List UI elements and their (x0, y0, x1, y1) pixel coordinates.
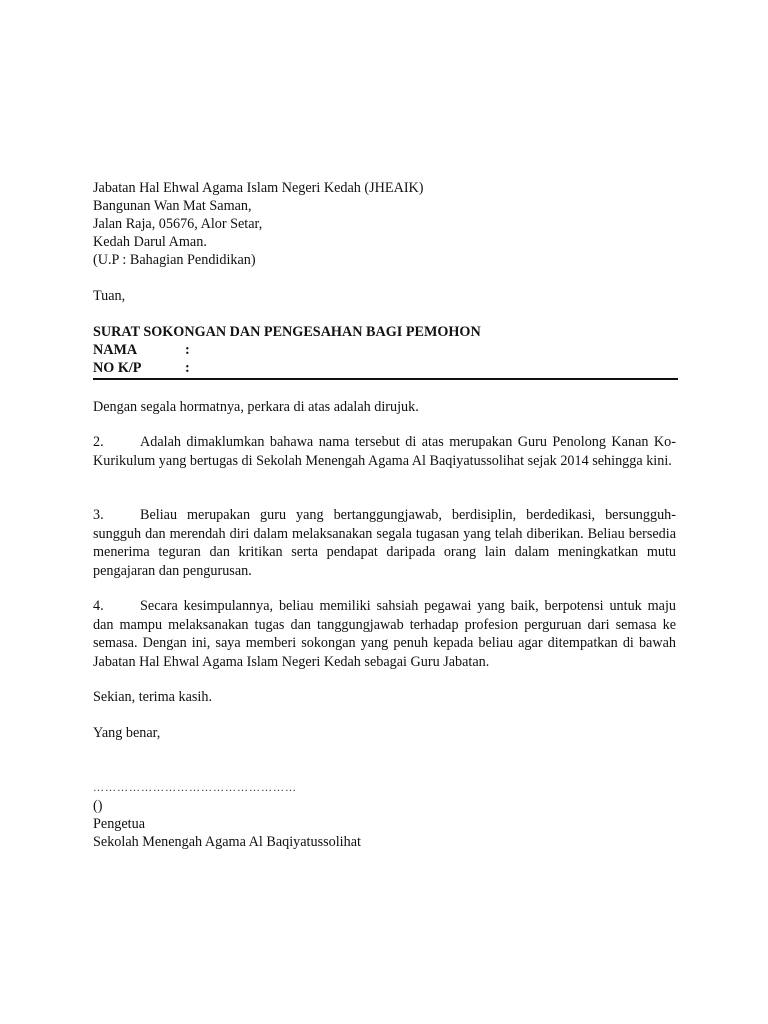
name-label: NAMA (93, 342, 138, 358)
subject-ic-row (93, 359, 190, 377)
paragraph-2-text: Adalah dimaklumkan bahawa nama tersebut di atas merupakan Guru Penolong Kanan Ko-Kurikulum yang bertugas di Sekolah Menengah Agama Al Baqiyatussolihat sejak 2014 sehingga kini. (93, 434, 676, 469)
address-attention-line: (U.P : Bahagian Pendidikan) (93, 252, 256, 268)
subject-title: SURAT SOKONGAN DAN PENGESAHAN BAGI PEMOHON (93, 324, 481, 340)
signatory-name: () (93, 798, 103, 814)
paragraph-4-number: 4. (93, 598, 104, 614)
signatory-position: Pengetua (93, 816, 146, 832)
paragraph-3-number: 3. (93, 507, 104, 523)
paragraph-4-text: Secara kesimpulannya, beliau memiliki sahsiah pegawai yang baik, berpotensi untuk maju dan mampu melaksanakan tugas dan tanggungjawab terhadap profesion perguruan dari semasa ke semasa. Dengan ini, saya memberi sokongan yang penuh kepada beliau agar ditempatkan di bawah Jabatan Hal Ehwal Agama Islam Negeri Kedah sebagai Guru Jabatan. (93, 598, 676, 670)
name-colon: : (185, 342, 190, 358)
paragraph-3 (93, 506, 676, 580)
complimentary-close: Yang benar, (93, 725, 161, 741)
subject-name-row (93, 341, 190, 359)
address-line-1: Jabatan Hal Ehwal Agama Islam Negeri Kedah (JHEAIK) (93, 180, 424, 196)
paragraph-4 (93, 597, 676, 671)
address-line-3: Jalan Raja, 05676, Alor Setar, (93, 216, 263, 232)
subject-divider (93, 378, 678, 380)
paragraph-2 (93, 433, 676, 470)
closing-line: Sekian, terima kasih. (93, 689, 212, 705)
paragraph-3-text: Beliau merupakan guru yang bertanggungjawab, berdisiplin, berdedikasi, bersungguh-sungguh dan merendah diri dalam melaksanakan segala tugasan yang telah diberikan. Beliau bersedia menerima teguran dan kritikan serta pendapat daripada orang lain dalam meningkatkan mutu pengajaran dan pengurusan. (93, 507, 676, 579)
paragraph-2-number: 2. (93, 434, 104, 450)
signature-dotted-line: …………………………………………… (93, 782, 297, 794)
ic-colon: : (185, 360, 190, 376)
address-line-2: Bangunan Wan Mat Saman, (93, 198, 252, 214)
address-line-4: Kedah Darul Aman. (93, 234, 207, 250)
signatory-school: Sekolah Menengah Agama Al Baqiyatussolihat (93, 834, 361, 850)
ic-label: NO K/P (93, 360, 142, 376)
opening-line: Dengan segala hormatnya, perkara di atas adalah dirujuk. (93, 399, 419, 415)
salutation: Tuan, (93, 288, 126, 304)
